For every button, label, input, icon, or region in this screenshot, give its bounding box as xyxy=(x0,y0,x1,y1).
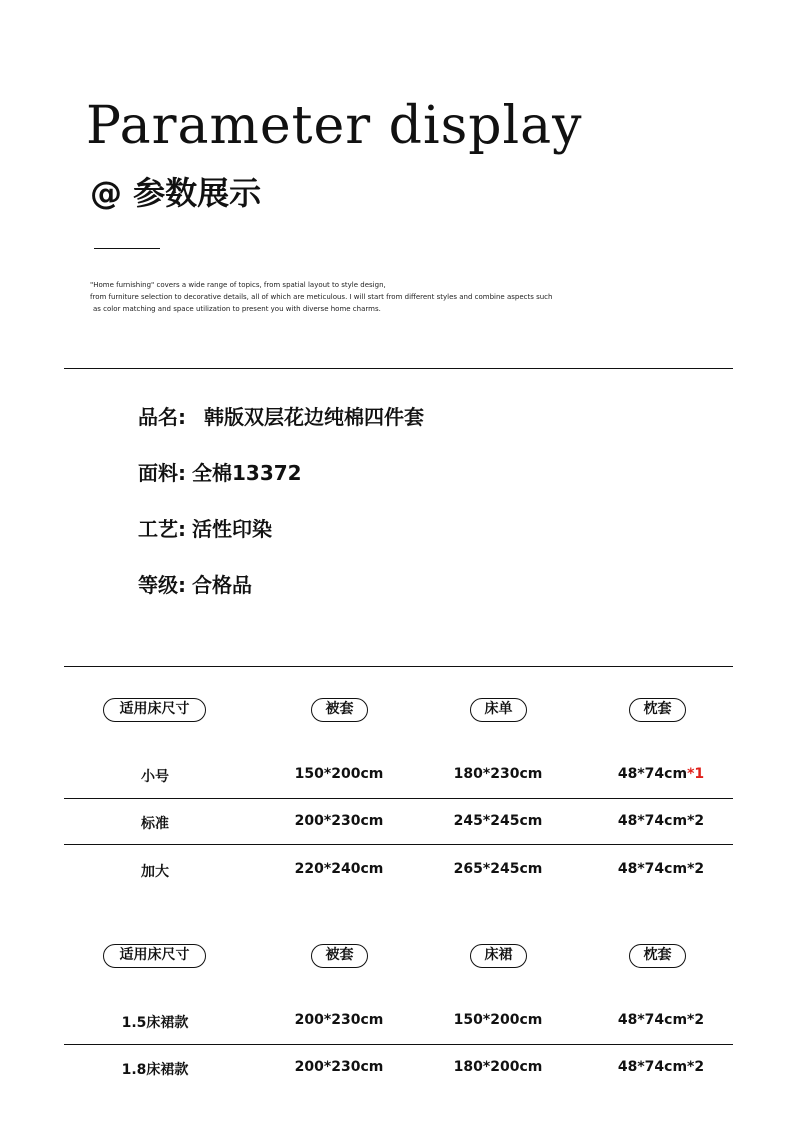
spec-label: 工艺 xyxy=(138,517,178,541)
table-cell-duvet: 220*240cm xyxy=(294,861,384,877)
table-cell-size: 1.8床裙款 xyxy=(121,1062,189,1078)
table-cell-size: 加大 xyxy=(141,864,169,880)
page-title-en: Parameter display xyxy=(86,96,583,156)
table-cell-sheet: 245*245cm xyxy=(453,813,543,829)
title-underline xyxy=(94,248,160,249)
pillow-qty: *2 xyxy=(687,813,705,829)
spec-separator: : xyxy=(178,517,186,541)
spec-label: 品名 xyxy=(138,405,178,429)
table-row-divider xyxy=(64,1044,733,1045)
table-cell-size: 标准 xyxy=(141,816,169,832)
table-row-divider xyxy=(64,844,733,845)
spec-process xyxy=(138,513,272,542)
table2-header-duvet: 被套 xyxy=(311,944,368,968)
description-line-3: as color matching and space utilization to present you with diverse home charms. xyxy=(93,305,381,313)
spec-grade xyxy=(138,569,252,598)
pillow-qty: *1 xyxy=(687,766,705,782)
spec-product-name xyxy=(138,401,424,430)
spec-value: 合格品 xyxy=(192,573,252,597)
table-cell-duvet: 150*200cm xyxy=(294,766,384,782)
table-cell-duvet: 200*230cm xyxy=(294,1059,384,1075)
table-cell-skirt: 150*200cm xyxy=(453,1012,543,1028)
table1-header-pillowcase: 枕套 xyxy=(629,698,686,722)
table-cell-pillow xyxy=(597,861,725,877)
spec-value: 韩版双层花边纯棉四件套 xyxy=(204,405,424,429)
spec-value: 全棉13372 xyxy=(192,461,302,485)
spec-separator: : xyxy=(178,405,186,429)
spec-separator: : xyxy=(178,461,186,485)
table-cell-sheet: 180*230cm xyxy=(453,766,543,782)
spec-label: 面料 xyxy=(138,461,178,485)
divider xyxy=(64,666,733,667)
table1-header-bed-size: 适用床尺寸 xyxy=(103,698,206,722)
description-line-2: from furniture selection to decorative details, all of which are meticulous. I will start from different styles and combine aspects such xyxy=(90,293,553,301)
table2-header-pillowcase: 枕套 xyxy=(629,944,686,968)
table2-header-bed-size: 适用床尺寸 xyxy=(103,944,206,968)
pillow-qty: *2 xyxy=(687,861,705,877)
table-cell-duvet: 200*230cm xyxy=(294,1012,384,1028)
table-cell-pillow: 48*74cm*2 xyxy=(617,1059,705,1075)
spec-fabric xyxy=(138,457,302,486)
spec-value: 活性印染 xyxy=(192,517,272,541)
pillow-size: 48*74cm xyxy=(617,861,688,877)
table-cell-pillow xyxy=(597,813,725,829)
description-line-1: "Home furnishing" covers a wide range of topics, from spatial layout to style design, xyxy=(90,281,386,289)
pillow-size: 48*74cm xyxy=(617,766,688,782)
table-cell-pillow: 48*74cm*2 xyxy=(617,1012,705,1028)
table-row-divider xyxy=(64,798,733,799)
table1-header-duvet: 被套 xyxy=(311,698,368,722)
table-cell-pillow xyxy=(597,766,725,782)
table-cell-sheet: 265*245cm xyxy=(453,861,543,877)
table2-header-bed-skirt: 床裙 xyxy=(470,944,527,968)
pillow-size: 48*74cm xyxy=(617,813,688,829)
table-cell-size: 小号 xyxy=(141,769,169,785)
spec-separator: : xyxy=(178,573,186,597)
page-title-cn: @ 参数展示 xyxy=(90,174,262,212)
table1-header-sheet: 床单 xyxy=(470,698,527,722)
spec-label: 等级 xyxy=(138,573,178,597)
table-cell-duvet: 200*230cm xyxy=(294,813,384,829)
table-cell-skirt: 180*200cm xyxy=(453,1059,543,1075)
intro-description xyxy=(90,279,610,315)
table-cell-size: 1.5床裙款 xyxy=(121,1015,189,1031)
divider xyxy=(64,368,733,369)
